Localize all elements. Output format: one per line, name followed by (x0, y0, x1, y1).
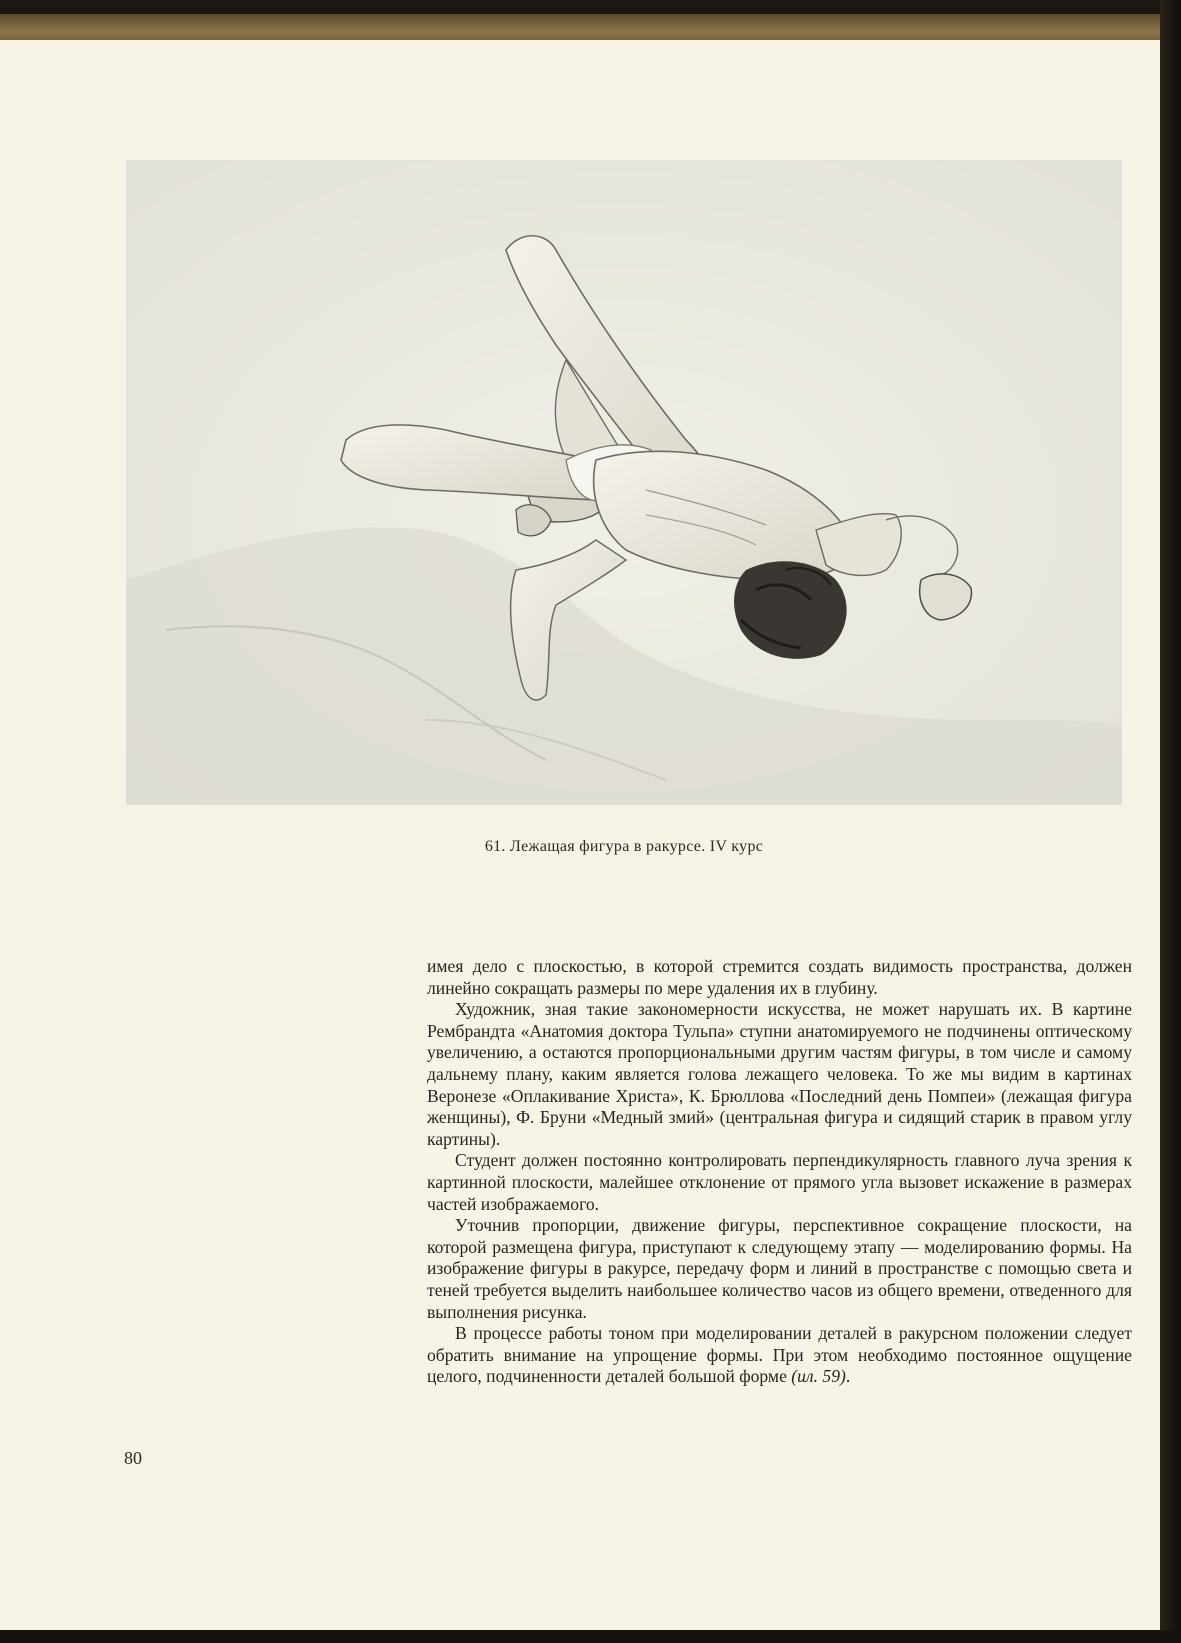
reclining-figure-illustration (126, 160, 1122, 805)
figure-caption: 61. Лежащая фигура в ракурсе. IV курс (484, 838, 764, 855)
paragraph-5 (427, 1323, 1132, 1388)
paragraph-2: Художник, зная такие закономерности искусства, не может нарушать их. В картине Рембрандта «Анатомия доктора Тульпа» ступни анатомируемого не подчинены оптическому увеличению, а остаются пропорциональными другим частям фигуры, в том числе и самому дальнему плану, каким является голова лежащего человека. То же мы видим в картинах Веронезе «Оплакивание Христа», К. Брюллова «Последний день Помпеи» (лежащая фигура женщины), Ф. Бруни «Медный змий» (центральная фигура и сидящий старик в правом углу картины). (427, 999, 1132, 1149)
paragraph-1: имея дело с плоскостью, в которой стремится создать видимость пространства, должен линейно сокращать размеры по мере удаления их в глубину. (427, 956, 1132, 998)
book-bottom-edge (0, 1630, 1181, 1643)
paragraph-4: Уточнив пропорции, движение фигуры, перспективное сокращение плоскости, на которой размещена фигура, приступают к следующему этапу — моделированию формы. На изображение фигуры в ракурсе, передачу форм и линий в пространстве с помощью света и теней требуется выделить наибольшее количество часов из общего времени, отведенного для выполнения рисунка. (427, 1215, 1132, 1322)
body-text (427, 956, 1132, 1388)
figure-drawing (126, 160, 1122, 805)
paragraph-5-text: В процессе работы тоном при моделировании деталей в ракурсном положении следует обратить внимание на упрощение формы. При этом необходимо постоянное ощущение целого, подчиненности деталей большой форме (427, 1323, 1132, 1387)
paragraph-3: Студент должен постоянно контролировать перпендикулярность главного луча зрения к картинной плоскости, малейшее отклонение от прямого угла вызовет искажение в размерах частей изображаемого. (427, 1150, 1132, 1214)
book-spine-shadow (1160, 0, 1181, 1643)
illustration-reference: (ил. 59) (791, 1366, 846, 1387)
paragraph-5-end: . (845, 1366, 851, 1387)
page-number: 80 (124, 1448, 142, 1468)
